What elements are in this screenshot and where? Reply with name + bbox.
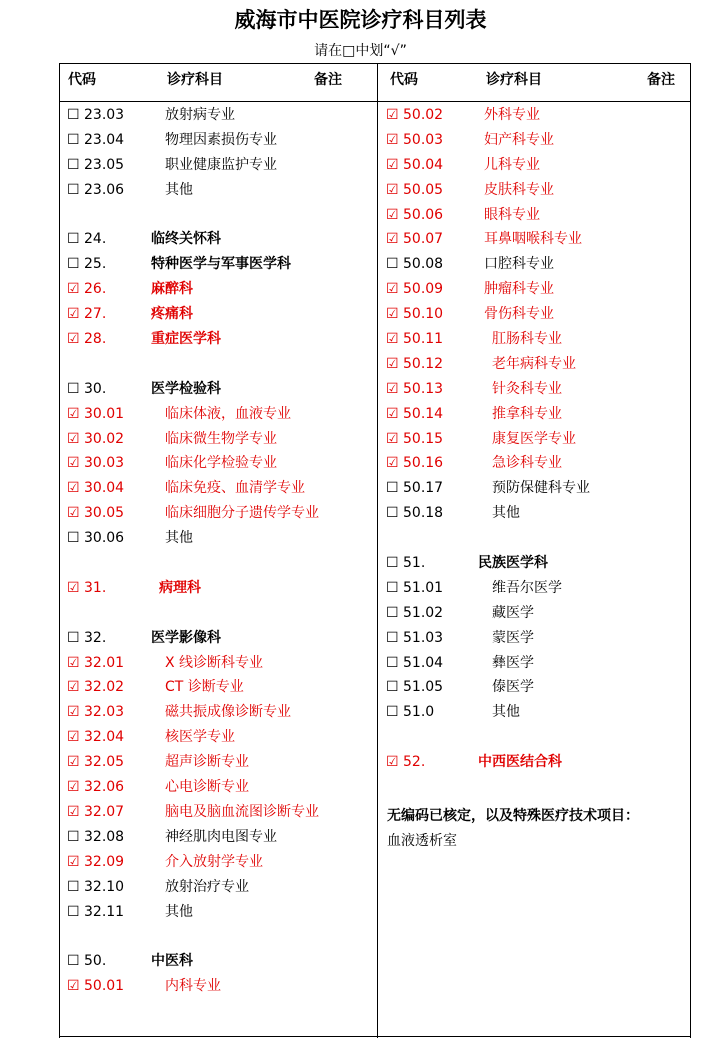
department-name: 麻醉科 xyxy=(151,281,193,298)
checked-checkbox[interactable]: ☑ xyxy=(386,380,399,397)
unchecked-checkbox[interactable]: ☐ xyxy=(67,231,80,248)
department-name: 其他 xyxy=(492,505,520,522)
checked-checkbox[interactable]: ☑ xyxy=(386,355,399,372)
department-code: 32.03 xyxy=(84,704,125,721)
department-name: 放射治疗专业 xyxy=(165,878,249,895)
unchecked-checkbox[interactable]: ☐ xyxy=(386,654,399,671)
checked-checkbox[interactable]: ☑ xyxy=(386,156,399,173)
department-name: 蒙医学 xyxy=(492,629,534,646)
department-row xyxy=(67,974,367,999)
department-code: 50. xyxy=(84,953,107,970)
department-name: CT 诊断专业 xyxy=(165,679,244,696)
department-row xyxy=(67,725,367,750)
department-name: 儿科专业 xyxy=(484,156,540,173)
department-name: 临床免疫、血清学专业 xyxy=(165,480,305,497)
department-name: 放射病专业 xyxy=(165,107,235,123)
department-code: 23.04 xyxy=(84,131,125,148)
department-row xyxy=(386,501,686,526)
department-code: 51.0 xyxy=(403,704,435,721)
department-row xyxy=(386,700,686,725)
unchecked-checkbox[interactable]: ☐ xyxy=(386,604,399,621)
department-code: 32.05 xyxy=(84,754,125,771)
department-code: 51.05 xyxy=(403,679,444,696)
department-code: 32.06 xyxy=(84,779,125,796)
department-row xyxy=(67,750,367,775)
department-code: 30.06 xyxy=(84,530,125,547)
department-code: 50.07 xyxy=(403,231,444,248)
department-name: 神经肌肉电图专业 xyxy=(165,828,277,845)
unchecked-checkbox[interactable]: ☐ xyxy=(386,679,399,696)
department-row xyxy=(67,651,367,676)
department-name: 磁共振成像诊断专业 xyxy=(165,704,291,721)
department-row xyxy=(386,252,686,277)
checked-checkbox[interactable]: ☑ xyxy=(67,754,80,771)
department-row xyxy=(67,526,367,551)
checked-checkbox[interactable]: ☑ xyxy=(386,405,399,422)
department-name: 心电诊断专业 xyxy=(165,779,249,796)
department-name: 内科专业 xyxy=(165,978,221,995)
department-code: 50.09 xyxy=(403,281,444,298)
checked-checkbox[interactable]: ☑ xyxy=(386,131,399,148)
department-code: 23.03 xyxy=(84,107,125,123)
checked-checkbox[interactable]: ☑ xyxy=(386,430,399,447)
checked-checkbox[interactable]: ☑ xyxy=(386,306,399,323)
header-name-left: 诊疗科目 xyxy=(167,72,223,88)
department-row xyxy=(67,178,367,203)
checked-checkbox[interactable]: ☑ xyxy=(67,281,80,298)
department-name: 口腔科专业 xyxy=(484,256,554,273)
department-row xyxy=(67,501,367,526)
unchecked-checkbox[interactable]: ☐ xyxy=(67,903,80,920)
department-code: 52. xyxy=(403,754,426,771)
department-name: 骨伤科专业 xyxy=(484,306,554,323)
department-name: 临床体液，血液专业 xyxy=(165,405,291,422)
department-row xyxy=(67,775,367,800)
department-row xyxy=(67,327,367,352)
checked-checkbox[interactable]: ☑ xyxy=(67,480,80,497)
unchecked-checkbox[interactable]: ☐ xyxy=(67,156,80,173)
department-code: 27. xyxy=(84,306,107,323)
department-row xyxy=(386,302,686,327)
checked-checkbox[interactable]: ☑ xyxy=(386,181,399,198)
department-name: 耳鼻咽喉科专业 xyxy=(484,231,582,248)
department-row xyxy=(386,128,686,153)
department-name: 疼痛科 xyxy=(151,306,193,323)
department-name: 临终关怀科 xyxy=(151,231,221,248)
department-name: 其他 xyxy=(165,903,193,920)
checked-checkbox[interactable]: ☑ xyxy=(386,281,399,298)
spacer-row xyxy=(386,725,686,750)
department-code: 30.05 xyxy=(84,505,125,522)
department-code: 50.06 xyxy=(403,206,444,223)
checked-checkbox[interactable]: ☑ xyxy=(67,803,80,820)
department-row xyxy=(386,476,686,501)
department-row xyxy=(67,476,367,501)
department-name: 医学检验科 xyxy=(151,380,221,397)
department-name: 针灸科专业 xyxy=(492,380,562,397)
department-row xyxy=(386,103,686,128)
department-name: 妇产科专业 xyxy=(484,131,554,148)
department-row xyxy=(67,402,367,427)
department-row xyxy=(386,153,686,178)
department-row xyxy=(386,576,686,601)
department-code: 32.04 xyxy=(84,729,125,746)
department-code: 50.10 xyxy=(403,306,444,323)
department-code: 30.04 xyxy=(84,480,125,497)
department-name: 眼科专业 xyxy=(484,206,540,223)
department-code: 50.17 xyxy=(403,480,444,497)
department-code: 32.01 xyxy=(84,654,125,671)
department-code: 32.08 xyxy=(84,828,125,845)
department-name: 皮肤科专业 xyxy=(484,181,554,198)
department-name: 急诊科专业 xyxy=(492,455,562,472)
department-row xyxy=(67,377,367,402)
special-items-title: 无编码已核定，以及特殊医疗技术项目： xyxy=(387,808,639,824)
checked-checkbox[interactable]: ☑ xyxy=(67,679,80,696)
department-name: 老年病科专业 xyxy=(492,355,576,372)
spacer-row xyxy=(67,203,367,228)
spacer-row xyxy=(67,551,367,576)
department-code: 51.03 xyxy=(403,629,444,646)
department-name: 维吾尔医学 xyxy=(492,579,562,596)
checked-checkbox[interactable]: ☑ xyxy=(67,654,80,671)
department-code: 51. xyxy=(403,555,426,572)
checked-checkbox[interactable]: ☑ xyxy=(67,306,80,323)
department-row xyxy=(67,451,367,476)
department-code: 32.07 xyxy=(84,803,125,820)
department-row xyxy=(386,402,686,427)
department-name: 傣医学 xyxy=(492,679,534,696)
department-row xyxy=(67,227,367,252)
department-row xyxy=(386,327,686,352)
department-row xyxy=(67,800,367,825)
department-row xyxy=(67,427,367,452)
department-code: 51.01 xyxy=(403,579,444,596)
department-name: 康复医学专业 xyxy=(492,430,576,447)
department-code: 32. xyxy=(84,629,107,646)
department-row xyxy=(67,949,367,974)
department-code: 50.01 xyxy=(84,978,125,995)
header-name-right: 诊疗科目 xyxy=(486,72,542,88)
left-department-list xyxy=(67,103,367,999)
instruction-text: 请在□中划“√” xyxy=(314,43,407,59)
department-row xyxy=(386,377,686,402)
department-row xyxy=(67,626,367,651)
department-code: 31. xyxy=(84,579,107,596)
checked-checkbox[interactable]: ☑ xyxy=(67,331,80,348)
department-name: 职业健康监护专业 xyxy=(165,156,277,173)
department-code: 23.06 xyxy=(84,181,125,198)
department-name: 重症医学科 xyxy=(151,331,221,348)
department-name: 介入放射学专业 xyxy=(165,853,263,870)
department-code: 32.10 xyxy=(84,878,125,895)
department-code: 32.02 xyxy=(84,679,125,696)
header-note-left: 备注 xyxy=(314,72,342,88)
unchecked-checkbox[interactable]: ☐ xyxy=(386,579,399,596)
page-title: 威海市中医院诊疗科目列表 xyxy=(234,7,487,32)
department-code: 26. xyxy=(84,281,107,298)
checked-checkbox[interactable]: ☑ xyxy=(386,754,399,771)
department-name: 临床微生物学专业 xyxy=(165,430,277,447)
department-row xyxy=(67,128,367,153)
department-row xyxy=(386,626,686,651)
department-name: 临床化学检验专业 xyxy=(165,455,277,472)
department-row xyxy=(67,576,367,601)
department-row xyxy=(67,900,367,925)
checked-checkbox[interactable]: ☑ xyxy=(67,455,80,472)
department-name: 其他 xyxy=(165,530,193,547)
department-name: 医学影像科 xyxy=(151,629,221,646)
department-name: 彝医学 xyxy=(492,654,534,671)
department-row xyxy=(67,103,367,128)
department-row xyxy=(386,277,686,302)
unchecked-checkbox[interactable]: ☐ xyxy=(67,878,80,895)
unchecked-checkbox[interactable]: ☐ xyxy=(67,530,80,547)
department-row xyxy=(386,601,686,626)
checked-checkbox[interactable]: ☑ xyxy=(67,704,80,721)
checked-checkbox[interactable]: ☑ xyxy=(386,231,399,248)
department-name: 物理因素损伤专业 xyxy=(165,131,277,148)
department-code: 50.16 xyxy=(403,455,444,472)
checked-checkbox[interactable]: ☑ xyxy=(67,779,80,796)
department-row xyxy=(67,825,367,850)
department-row xyxy=(386,551,686,576)
department-code: 30.02 xyxy=(84,430,125,447)
table-top-border xyxy=(59,63,690,64)
spacer-row xyxy=(67,601,367,626)
department-code: 32.11 xyxy=(84,903,125,920)
unchecked-checkbox[interactable]: ☐ xyxy=(67,131,80,148)
department-name: 超声诊断专业 xyxy=(165,754,249,771)
header-bottom-border xyxy=(59,101,690,102)
department-name: 藏医学 xyxy=(492,604,534,621)
department-code: 25. xyxy=(84,256,107,273)
department-row xyxy=(67,675,367,700)
checked-checkbox[interactable]: ☑ xyxy=(67,579,80,596)
unchecked-checkbox[interactable]: ☐ xyxy=(386,555,399,572)
column-divider xyxy=(377,63,378,1038)
unchecked-checkbox[interactable]: ☐ xyxy=(67,107,80,123)
department-row xyxy=(386,651,686,676)
header-code-left: 代码 xyxy=(68,72,96,88)
department-name: X 线诊断科专业 xyxy=(165,654,264,671)
department-code: 32.09 xyxy=(84,853,125,870)
department-code: 30.03 xyxy=(84,455,125,472)
department-code: 51.02 xyxy=(403,604,444,621)
right-department-list xyxy=(386,103,686,775)
department-name: 肿瘤科专业 xyxy=(484,281,554,298)
table-right-border xyxy=(690,63,691,1038)
department-name: 中医科 xyxy=(151,953,193,970)
department-code: 50.12 xyxy=(403,355,444,372)
department-code: 50.15 xyxy=(403,430,444,447)
department-name: 病理科 xyxy=(159,579,201,596)
department-code: 50.03 xyxy=(403,131,444,148)
department-row xyxy=(386,178,686,203)
department-name: 中西医结合科 xyxy=(478,754,562,771)
department-code: 50.18 xyxy=(403,505,444,522)
special-item: 血液透析室 xyxy=(387,833,457,849)
department-row xyxy=(67,153,367,178)
department-row xyxy=(67,277,367,302)
table-left-border xyxy=(59,63,60,1038)
department-row xyxy=(386,750,686,775)
department-code: 50.02 xyxy=(403,107,444,123)
unchecked-checkbox[interactable]: ☐ xyxy=(386,629,399,646)
department-row xyxy=(67,302,367,327)
department-code: 51.04 xyxy=(403,654,444,671)
department-row xyxy=(67,875,367,900)
unchecked-checkbox[interactable]: ☐ xyxy=(386,704,399,721)
checked-checkbox[interactable]: ☑ xyxy=(386,455,399,472)
department-code: 50.14 xyxy=(403,405,444,422)
department-name: 临床细胞分子遗传学专业 xyxy=(165,505,319,522)
header-code-right: 代码 xyxy=(390,72,418,88)
checked-checkbox[interactable]: ☑ xyxy=(67,729,80,746)
department-code: 50.04 xyxy=(403,156,444,173)
unchecked-checkbox[interactable]: ☐ xyxy=(67,181,80,198)
checked-checkbox[interactable]: ☑ xyxy=(67,853,80,870)
department-code: 24. xyxy=(84,231,107,248)
department-name: 特种医学与军事医学科 xyxy=(151,256,291,273)
unchecked-checkbox[interactable]: ☐ xyxy=(67,629,80,646)
department-code: 30.01 xyxy=(84,405,125,422)
unchecked-checkbox[interactable]: ☐ xyxy=(67,256,80,273)
department-code: 50.13 xyxy=(403,380,444,397)
department-row xyxy=(386,227,686,252)
checked-checkbox[interactable]: ☑ xyxy=(67,430,80,447)
unchecked-checkbox[interactable]: ☐ xyxy=(67,828,80,845)
department-name: 预防保健科专业 xyxy=(492,480,590,497)
department-code: 50.08 xyxy=(403,256,444,273)
department-row xyxy=(67,252,367,277)
department-name: 肛肠科专业 xyxy=(492,331,562,348)
department-row xyxy=(386,427,686,452)
department-row xyxy=(67,850,367,875)
department-code: 28. xyxy=(84,331,107,348)
department-name: 其他 xyxy=(492,704,520,721)
department-name: 外科专业 xyxy=(484,107,540,123)
department-code: 50.11 xyxy=(403,331,444,348)
department-row xyxy=(386,451,686,476)
department-code: 30. xyxy=(84,380,107,397)
department-code: 23.05 xyxy=(84,156,125,173)
department-name: 推拿科专业 xyxy=(492,405,562,422)
department-name: 核医学专业 xyxy=(165,729,235,746)
department-name: 其他 xyxy=(165,181,193,198)
checked-checkbox[interactable]: ☑ xyxy=(67,505,80,522)
checked-checkbox[interactable]: ☑ xyxy=(67,405,80,422)
department-row xyxy=(386,675,686,700)
spacer-row xyxy=(67,352,367,377)
spacer-row xyxy=(67,924,367,949)
department-row xyxy=(386,203,686,228)
unchecked-checkbox[interactable]: ☐ xyxy=(386,256,399,273)
department-name: 民族医学科 xyxy=(478,555,548,572)
unchecked-checkbox[interactable]: ☐ xyxy=(386,505,399,522)
checked-checkbox[interactable]: ☑ xyxy=(67,978,80,995)
table-bottom-border xyxy=(59,1036,690,1037)
unchecked-checkbox[interactable]: ☐ xyxy=(67,380,80,397)
checked-checkbox[interactable]: ☑ xyxy=(386,331,399,348)
header-note-right: 备注 xyxy=(647,72,675,88)
checked-checkbox[interactable]: ☑ xyxy=(386,206,399,223)
unchecked-checkbox[interactable]: ☐ xyxy=(386,480,399,497)
checked-checkbox[interactable]: ☑ xyxy=(386,107,399,123)
department-code: 50.05 xyxy=(403,181,444,198)
department-row xyxy=(67,700,367,725)
department-row xyxy=(386,352,686,377)
department-name: 脑电及脑血流图诊断专业 xyxy=(165,803,319,820)
spacer-row xyxy=(386,526,686,551)
unchecked-checkbox[interactable]: ☐ xyxy=(67,953,80,970)
